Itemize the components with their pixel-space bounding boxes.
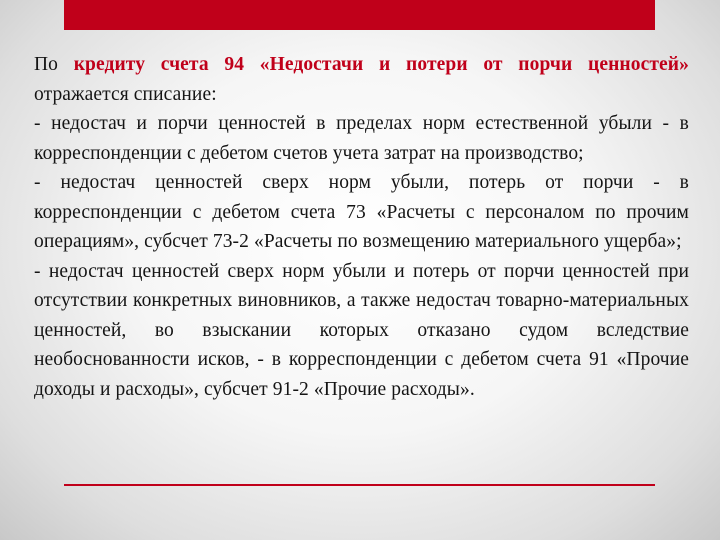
list-item-natural-loss: - недостач и порчи ценностей в пределах норм естественной убыли - в корреспонденции с дебетом счетов учета затрат на производство; xyxy=(34,113,689,164)
intro-suffix: отражается списание: xyxy=(34,83,217,105)
list-item-account-91: - недостач ценностей сверх норм убыли и потерь от порчи ценностей при отсутствии конкретных виновников, а также недостач товарно-материальных ценностей, во взыскании которых отказано судом вследствие необоснованности исков, - в корреспонденции с дебетом счета 91 «Прочие доходы и расходы», субсчет 91-2 «Прочие расходы». xyxy=(34,260,689,400)
slide-body xyxy=(34,50,689,404)
intro-paragraph xyxy=(34,50,689,109)
top-accent-bar xyxy=(64,0,655,30)
list-item-account-73: - недостач ценностей сверх норм убыли, потерь от порчи - в корреспонденции с дебетом счета 73 «Расчеты с персоналом по прочим операциям», субсчет 73-2 «Расчеты по возмещению материального ущерба»; xyxy=(34,172,689,252)
intro-prefix: По xyxy=(34,54,74,75)
account-94-highlight: кредиту счета 94 «Недостачи и потери от порчи ценностей» xyxy=(73,54,689,75)
bottom-divider xyxy=(64,484,655,486)
